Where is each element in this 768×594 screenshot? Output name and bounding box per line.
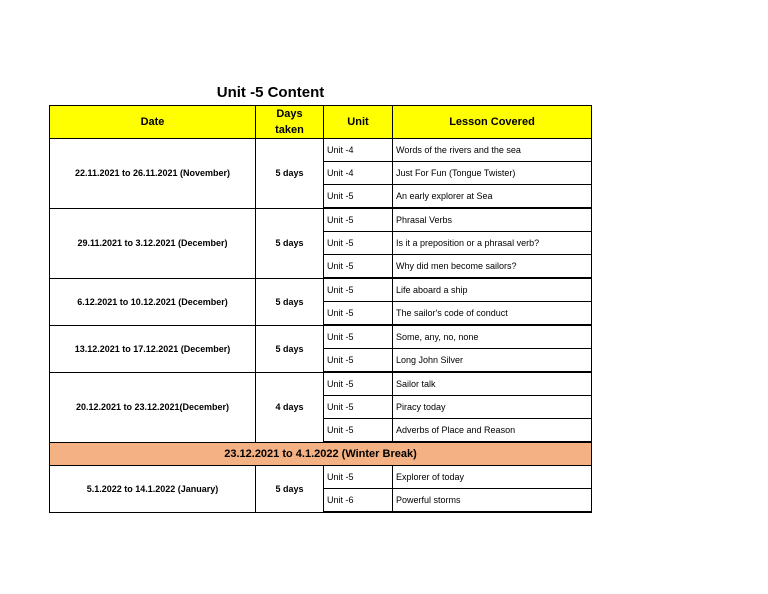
- header-lesson: Lesson Covered: [393, 106, 592, 139]
- table-row: [50, 208, 592, 232]
- unit-cell: Unit -5: [324, 349, 393, 373]
- lesson-cell: Piracy today: [393, 396, 592, 419]
- unit-cell: Unit -5: [324, 372, 393, 396]
- days-taken-cell: 4 days: [256, 372, 324, 442]
- unit-cell: Unit -5: [324, 208, 393, 232]
- date-range-cell: 5.1.2022 to 14.1.2022 (January): [50, 466, 256, 513]
- days-taken-cell: 5 days: [256, 325, 324, 372]
- date-range-cell: 22.11.2021 to 26.11.2021 (November): [50, 139, 256, 209]
- header-days: Days taken: [256, 106, 324, 139]
- unit-cell: Unit -5: [324, 466, 393, 489]
- unit-cell: Unit -5: [324, 232, 393, 255]
- days-taken-cell: 5 days: [256, 208, 324, 278]
- unit-cell: Unit -4: [324, 139, 393, 162]
- date-range-cell: 29.11.2021 to 3.12.2021 (December): [50, 208, 256, 278]
- lesson-cell: Just For Fun (Tongue Twister): [393, 162, 592, 185]
- header-date: Date: [50, 106, 256, 139]
- unit-cell: Unit -5: [324, 302, 393, 326]
- table-row: [50, 139, 592, 162]
- date-range-cell: 20.12.2021 to 23.12.2021(December): [50, 372, 256, 442]
- unit-cell: Unit -5: [324, 396, 393, 419]
- table-row: [50, 466, 592, 489]
- table-row: [50, 325, 592, 349]
- unit-cell: Unit -4: [324, 162, 393, 185]
- lesson-cell: Some, any, no, none: [393, 325, 592, 349]
- header-unit: Unit: [324, 106, 393, 139]
- lesson-cell: Adverbs of Place and Reason: [393, 419, 592, 443]
- table-row: [50, 372, 592, 396]
- lesson-cell: Long John Silver: [393, 349, 592, 373]
- date-range-cell: 13.12.2021 to 17.12.2021 (December): [50, 325, 256, 372]
- table-row: [50, 278, 592, 302]
- unit-cell: Unit -5: [324, 419, 393, 443]
- unit-cell: Unit -5: [324, 325, 393, 349]
- days-taken-cell: 5 days: [256, 466, 324, 513]
- winter-break-row: [50, 442, 592, 466]
- lesson-cell: Why did men become sailors?: [393, 255, 592, 279]
- lesson-cell: Life aboard a ship: [393, 278, 592, 302]
- lesson-cell: Phrasal Verbs: [393, 208, 592, 232]
- unit-cell: Unit -5: [324, 255, 393, 279]
- lesson-cell: Explorer of today: [393, 466, 592, 489]
- lesson-cell: Sailor talk: [393, 372, 592, 396]
- unit-cell: Unit -5: [324, 185, 393, 209]
- header-row: [50, 106, 592, 139]
- winter-break-cell: 23.12.2021 to 4.1.2022 (Winter Break): [50, 442, 592, 466]
- lesson-cell: Is it a preposition or a phrasal verb?: [393, 232, 592, 255]
- lesson-cell: Words of the rivers and the sea: [393, 139, 592, 162]
- lesson-cell: Powerful storms: [393, 489, 592, 513]
- lesson-cell: The sailor's code of conduct: [393, 302, 592, 326]
- days-taken-cell: 5 days: [256, 139, 324, 209]
- schedule-table: [49, 105, 592, 513]
- days-taken-cell: 5 days: [256, 278, 324, 325]
- lesson-cell: An early explorer at Sea: [393, 185, 592, 209]
- date-range-cell: 6.12.2021 to 10.12.2021 (December): [50, 278, 256, 325]
- page-title: Unit -5 Content: [216, 84, 325, 101]
- unit-cell: Unit -6: [324, 489, 393, 513]
- unit-cell: Unit -5: [324, 278, 393, 302]
